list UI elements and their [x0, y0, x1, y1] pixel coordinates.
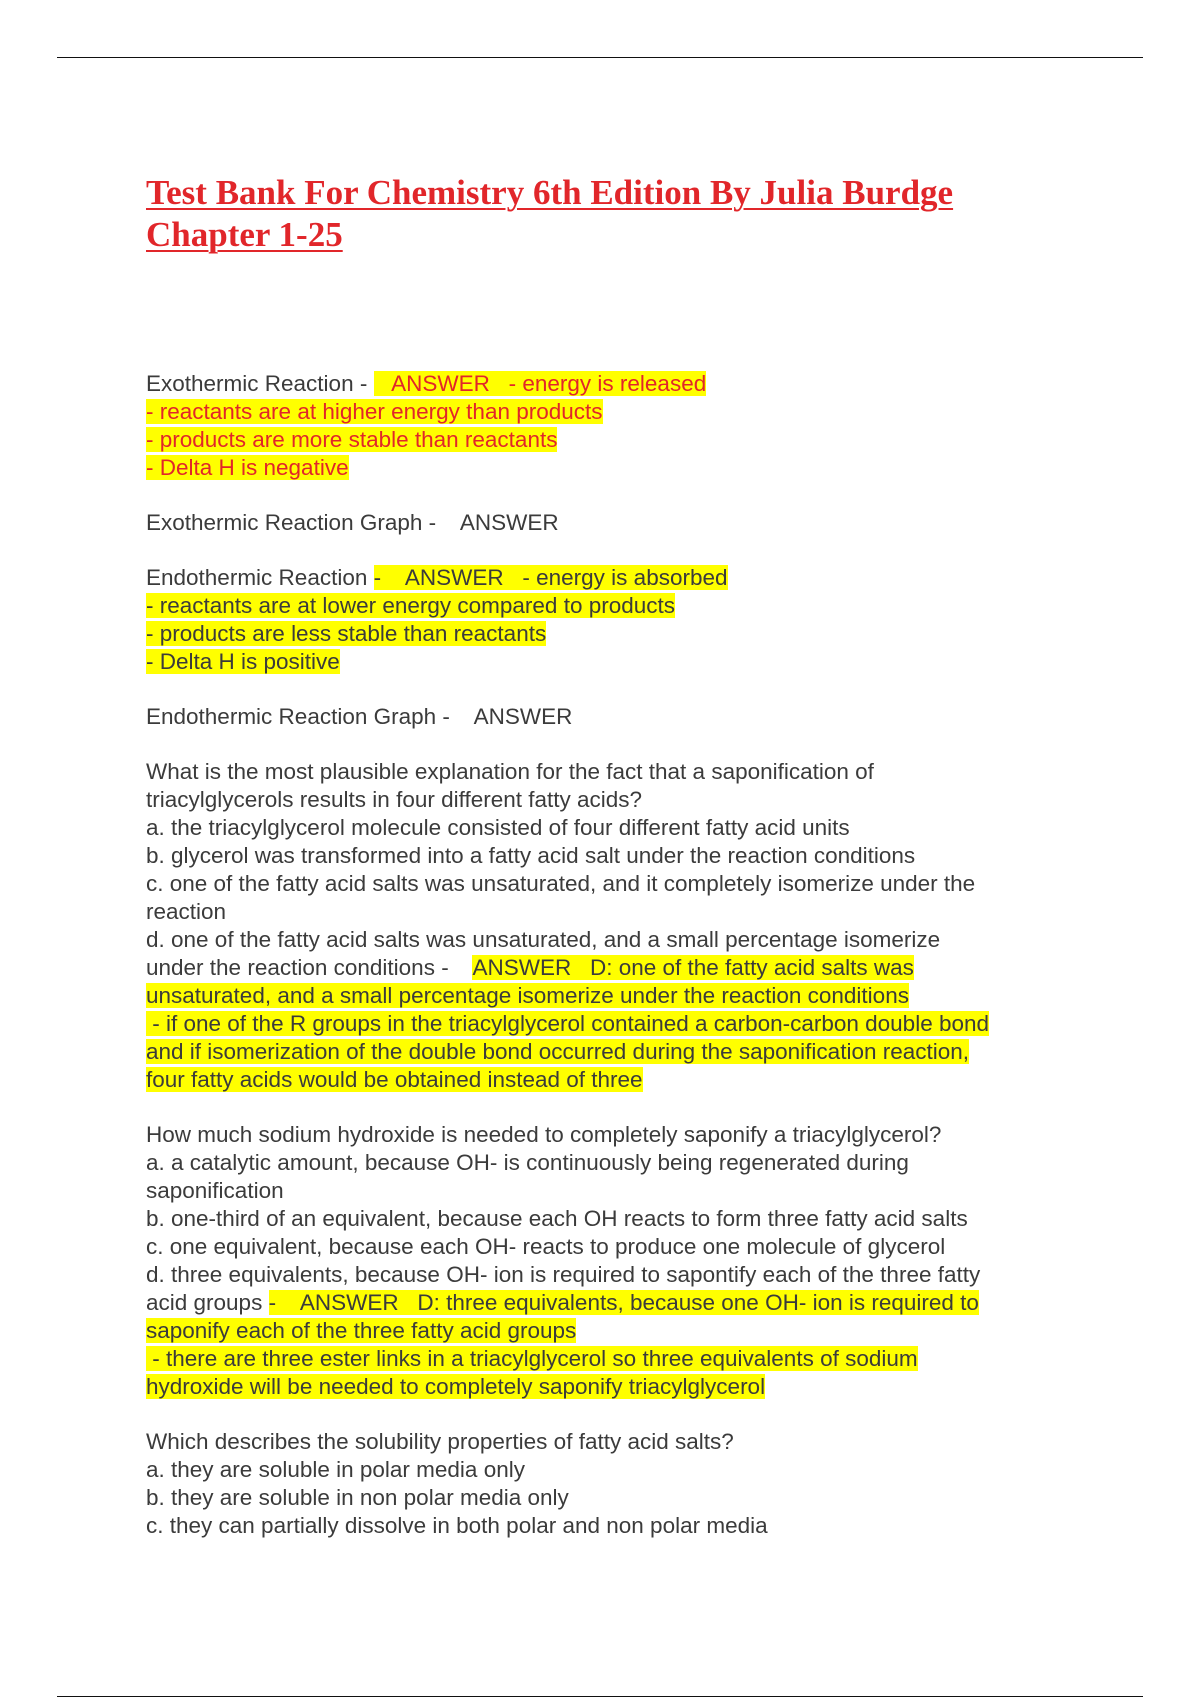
- body-text: c. one equivalent, because each OH- reacts to produce one molecule of glycerol: [146, 1234, 946, 1259]
- text-line: [146, 454, 1066, 482]
- exothermic-graph-block: [146, 509, 1066, 537]
- endothermic-graph-block: [146, 703, 1066, 731]
- body-text: How much sodium hydroxide is needed to completely saponify a triacylglycerol?: [146, 1122, 942, 1147]
- text-line: [146, 1038, 1066, 1066]
- body-text: Exothermic Reaction Graph - ANSWER: [146, 510, 559, 535]
- text-line: [146, 1233, 1066, 1261]
- highlighted-answer-text: ANSWER - energy is released: [391, 371, 707, 396]
- text-line: [146, 1373, 1066, 1401]
- text-line: [146, 1066, 1066, 1094]
- text-line: [146, 1261, 1066, 1289]
- highlighted-answer-text: - Delta H is positive: [146, 649, 340, 674]
- body-text: b. glycerol was transformed into a fatty acid salt under the reaction conditions: [146, 843, 916, 868]
- highlighted-answer-text: - products are more stable than reactants: [146, 427, 558, 452]
- text-line: [146, 1289, 1066, 1317]
- text-line: [146, 620, 1066, 648]
- text-line: [146, 370, 1066, 398]
- body-text: b. they are soluble in non polar media only: [146, 1485, 569, 1510]
- text-line: [146, 398, 1066, 426]
- body-text: Which describes the solubility properties of fatty acid salts?: [146, 1429, 734, 1454]
- text-line: [146, 1456, 1066, 1484]
- text-line: [146, 786, 1066, 814]
- text-line: [146, 592, 1066, 620]
- highlighted-answer-text: - ANSWER - energy is absorbed: [373, 565, 728, 590]
- body-text: d. three equivalents, because OH- ion is required to sapontify each of the three fatty: [146, 1262, 981, 1287]
- question-solubility-block: [146, 1428, 1066, 1540]
- highlighted-answer-text: ANSWER D: one of the fatty acid salts was: [472, 955, 914, 980]
- text-line: [146, 703, 1066, 731]
- text-line: [146, 426, 1066, 454]
- body-text: a. a catalytic amount, because OH- is continuously being regenerated during: [146, 1150, 909, 1175]
- body-text: a. they are soluble in polar media only: [146, 1457, 525, 1482]
- text-line: [146, 982, 1066, 1010]
- text-line: [146, 842, 1066, 870]
- highlighted-answer-text: and if isomerization of the double bond occurred during the saponification reaction,: [146, 1039, 970, 1064]
- top-rule: [57, 57, 1143, 58]
- text-line: [146, 1512, 1066, 1540]
- text-line: [146, 870, 1066, 898]
- text-line: [146, 1177, 1066, 1205]
- text-line: [146, 1428, 1066, 1456]
- text-line: [146, 814, 1066, 842]
- body-text: Exothermic Reaction -: [146, 371, 374, 396]
- endothermic-reaction-block: [146, 564, 1066, 676]
- body-text: triacylglycerols results in four different fatty acids?: [146, 787, 643, 812]
- text-line: [146, 926, 1066, 954]
- text-line: [146, 1205, 1066, 1233]
- body-text: What is the most plausible explanation for the fact that a saponification of: [146, 759, 874, 784]
- text-line: [146, 1010, 1066, 1038]
- text-line: [146, 898, 1066, 926]
- bottom-rule: [57, 1696, 1143, 1697]
- body-text: under the reaction conditions -: [146, 955, 473, 980]
- text-line: [146, 1149, 1066, 1177]
- text-line: [146, 564, 1066, 592]
- text-line: [146, 648, 1066, 676]
- body-text: saponification: [146, 1178, 284, 1203]
- text-line: [146, 954, 1066, 982]
- highlighted-answer-text: - products are less stable than reactants: [146, 621, 547, 646]
- document-body: [146, 370, 1066, 1567]
- highlighted-answer-text: hydroxide will be needed to completely saponify triacylglycerol: [146, 1374, 766, 1399]
- question-sodium-hydroxide-block: [146, 1121, 1066, 1401]
- highlighted-answer-text: - Delta H is negative: [146, 455, 349, 480]
- body-text: reaction: [146, 899, 227, 924]
- body-text: c. one of the fatty acid salts was unsaturated, and it completely isomerize under the: [146, 871, 976, 896]
- text-line: [146, 1121, 1066, 1149]
- text-line: [146, 758, 1066, 786]
- title-line: Test Bank For Chemistry 6th Edition By Julia Burdge: [146, 173, 954, 212]
- exothermic-reaction-block: [146, 370, 1066, 482]
- text-line: [146, 509, 1066, 537]
- body-text: Endothermic Reaction Graph - ANSWER: [146, 704, 573, 729]
- highlighted-answer-text: four fatty acids would be obtained instead of three: [146, 1067, 643, 1092]
- highlighted-answer-text: saponify each of the three fatty acid groups: [146, 1318, 577, 1343]
- highlighted-answer-text: - reactants are at lower energy compared to products: [146, 593, 676, 618]
- highlighted-answer-text: - ANSWER D: three equivalents, because one OH- ion is required to: [268, 1290, 979, 1315]
- text-line: [146, 1317, 1066, 1345]
- body-text: a. the triacylglycerol molecule consisted of four different fatty acid units: [146, 815, 850, 840]
- text-line: [146, 1484, 1066, 1512]
- body-text: Endothermic Reaction: [146, 565, 374, 590]
- document-title: [146, 172, 1106, 256]
- text-line: [146, 1345, 1066, 1373]
- title-line: Chapter 1-25: [146, 215, 343, 254]
- body-text: d. one of the fatty acid salts was unsaturated, and a small percentage isomerize: [146, 927, 941, 952]
- question-saponification-fatty-acids-block: [146, 758, 1066, 1094]
- highlighted-answer-text: - there are three ester links in a triacylglycerol so three equivalents of sodium: [146, 1346, 918, 1371]
- body-text: c. they can partially dissolve in both polar and non polar media: [146, 1513, 768, 1538]
- highlighted-answer-text: unsaturated, and a small percentage isomerize under the reaction conditions: [146, 983, 909, 1008]
- highlighted-answer-text: - if one of the R groups in the triacylglycerol contained a carbon-carbon double bond: [146, 1011, 990, 1036]
- body-text: acid groups: [146, 1290, 269, 1315]
- body-text: b. one-third of an equivalent, because each OH reacts to form three fatty acid salts: [146, 1206, 968, 1231]
- highlighted-answer-text: [374, 371, 392, 396]
- highlighted-answer-text: - reactants are at higher energy than products: [146, 399, 603, 424]
